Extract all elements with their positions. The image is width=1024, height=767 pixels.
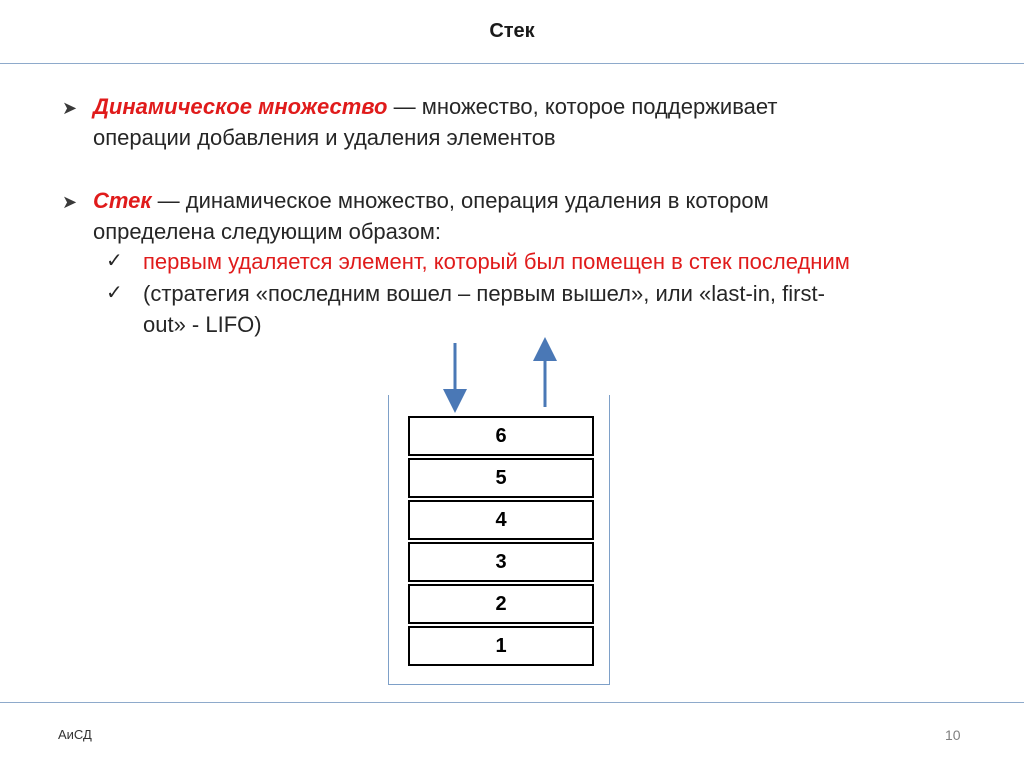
container-left-wall [388, 395, 389, 685]
container-right-wall [609, 395, 610, 685]
stack-cell: 1 [408, 626, 594, 666]
container-bottom [388, 684, 610, 685]
slide-title: Стек [489, 20, 535, 42]
stack-cell: 5 [408, 458, 594, 498]
term-dynamic-set: Динамическое множество [93, 94, 388, 119]
bullet-text-line2: определена следующим образом: [93, 219, 441, 244]
bullet-text: — множество, которое поддерживает [387, 94, 778, 119]
term-stack: Стек [93, 188, 152, 213]
subitem-strategy-line1: (стратегия «последним вошел – первым вышел», или «last-in, first- [143, 281, 825, 306]
stack-diagram [380, 335, 620, 695]
check-icon: ✓ [106, 250, 123, 272]
stack-cell: 6 [408, 416, 594, 456]
bottom-divider [0, 702, 1024, 703]
bullet-text: — динамическое множество, операция удаления в котором [151, 188, 769, 213]
footer-course: АиСД [58, 727, 92, 742]
subitem-strategy-line2: out» - LIFO) [143, 312, 262, 337]
check-icon: ✓ [106, 282, 123, 304]
top-divider [0, 63, 1024, 64]
arrow-bullet-icon: ➤ [62, 192, 78, 212]
bullet-stack [93, 185, 769, 247]
bullet-text-line2: операции добавления и удаления элементов [93, 125, 556, 150]
arrows [380, 335, 620, 425]
page-number: 10 [945, 727, 961, 743]
arrow-bullet-icon: ➤ [62, 98, 78, 118]
subitem-lifo-rule: первым удаляется элемент, который был помещен в стек последним [143, 249, 850, 274]
bullet-dynamic-set [93, 91, 777, 153]
stack-cell: 4 [408, 500, 594, 540]
stack-cell: 3 [408, 542, 594, 582]
stack-cell: 2 [408, 584, 594, 624]
